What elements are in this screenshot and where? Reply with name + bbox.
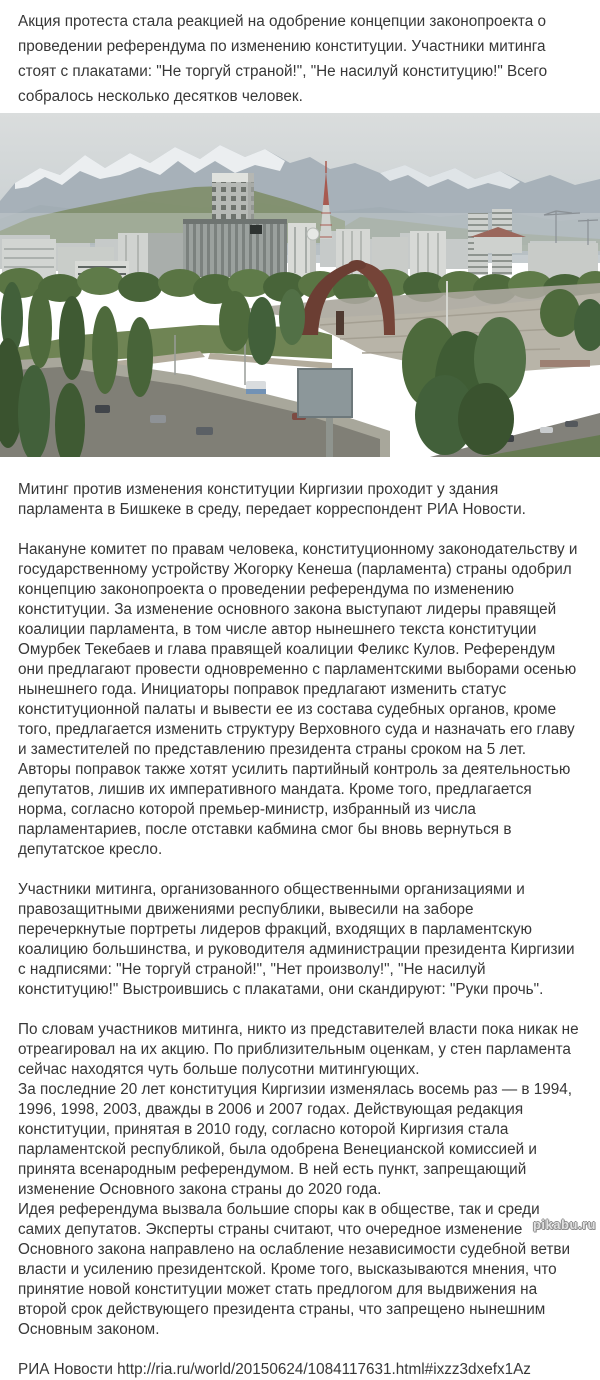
article-body: [0, 457, 600, 1380]
article-photo: [0, 113, 600, 457]
watermark-pikabu: pikabu.ru: [532, 1217, 596, 1232]
source-line: РИА Новости http://ria.ru/world/20150624/1084117631.html#ixzz3dxefx1Az: [18, 1361, 531, 1378]
paragraph-lead: Митинг против изменения конституции Киргизии проходит у здания парламента в Бишкеке в среду, передает корреспондент РИА Новости.: [18, 481, 526, 518]
paragraph-committee: Накануне комитет по правам человека, конституционному законодательству и государственному устройству Жогорку Кенеша (парламента) страны одобрил концепцию законопроекта о проведении референдума по изменению конституции. За изменение основного закона выступают лидеры правящей коалиции парламента, в том числе автор нынешнего текста конституции Омурбек Текебаев и глава правящей коалиции Феликс Кулов. Референдум они предлагают провести одновременно с парламентскими выборами осенью нынешнего года. Инициаторы поправок предлагают изменить статус конституционной палаты и вывести ее из состава судебных органов, кроме того, предлагается изменить структуру Верховного суда и назначать его главу и заместителей по представлению президента страны сроком на 5 лет. Авторы поправок также хотят усилить партийный контроль за деятельностью депутатов, лишив их императивного мандата. Кроме того, предлагается норма, согласно которой премьер-министр, избранный из числа парламентариев, после отставки кабмина смог бы вновь вернуться в депутатское кресло.: [18, 541, 578, 858]
paragraph-reaction: По словам участников митинга, никто из представителей власти пока никак не отреагировал на их акцию. По приблизительным оценкам, у стен парламента сейчас находятся чуть больше полусотни митингующих.: [18, 1021, 579, 1078]
caption-text: Акция протеста стала реакцией на одобрение концепции законопроекта о проведении референдума по изменению конституции. Участники митинга стоят с плакатами: "Не торгуй страной!", "Не насилуй конституцию!" Всего собралось несколько десятков человек.: [18, 13, 548, 105]
paragraph-history: За последние 20 лет конституция Киргизии изменялась восемь раз — в 1994, 1996, 1998, 2003, дважды в 2006 и 2007 годах. Действующая редакция конституции, принятая в 2010 году, согласно которой Киргизия стала парламентской республикой, была одобрена Венецианской комиссией и принята всенародным референдумом. В ней есть пункт, запрещающий изменение Основного закона страны до 2020 года.: [18, 1081, 573, 1198]
paragraph-participants: Участники митинга, организованного общественными организациями и правозащитными движениями республики, вывесили на заборе перечеркнутые портреты лидеров фракций, входящих в парламентскую коалицию большинства, и руководителя администрации президента Киргизии с надписями: "Не торгуй страной!", "Нет произволу!", "Не насилуй конституцию!" Выстроившись с плакатами, они скандируют: "Руки прочь".: [18, 881, 575, 998]
paragraph-debate: Идея референдума вызвала большие споры как в обществе, так и среди самих депутатов. Эксперты страны считают, что очередное изменение Основного закона направлено на ослабление независимости судебной ветви власти и усилению президентской. Кроме того, высказываются мнения, что принятие новой конституции может стать предлогом для выдвижения на второй срок действующего президента страны, что запрещено нынешним Основным законом.: [18, 1201, 571, 1338]
bishkek-cityscape-illustration: [0, 113, 600, 457]
